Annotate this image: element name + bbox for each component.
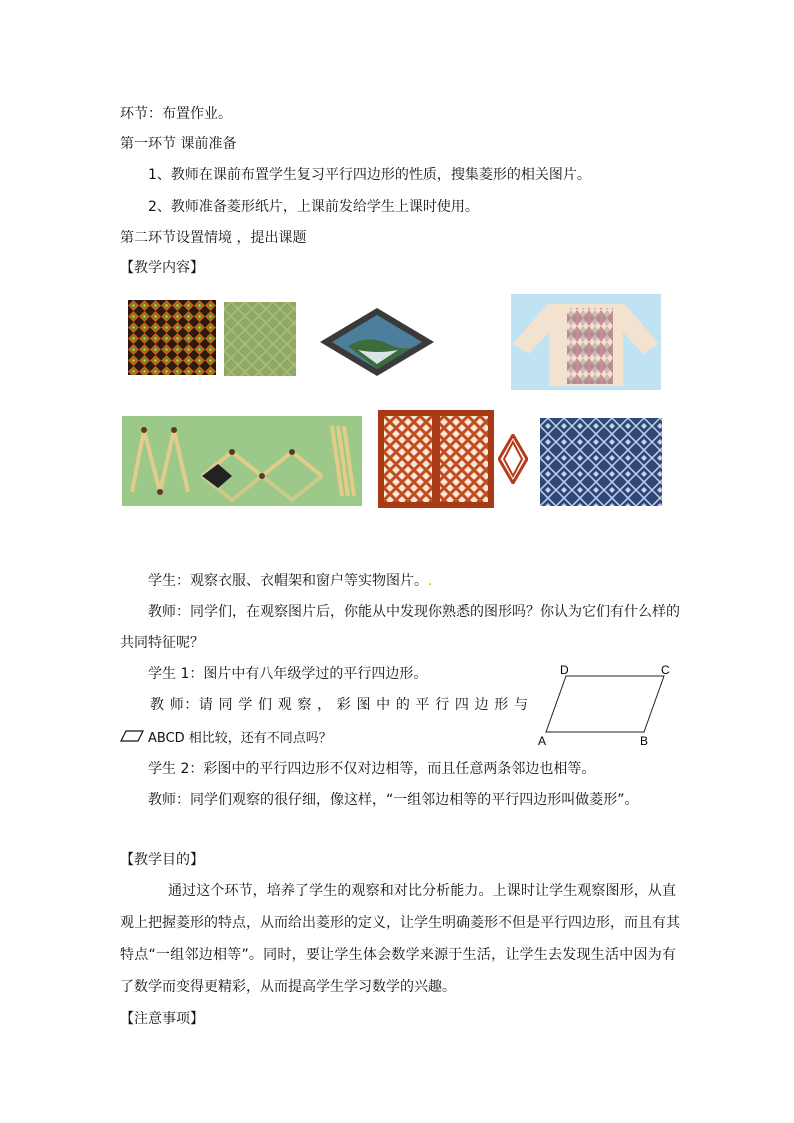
blue-pattern-image xyxy=(540,418,662,506)
tile-pattern-image xyxy=(224,302,296,376)
dialogue-line-2a: 教师：同学们，在观察图片后，你能从中发现你熟悉的图形吗？你认为它们有什么样的 xyxy=(148,604,680,620)
text-line-1: 环节：布置作业。 xyxy=(120,106,232,122)
text-line-3: 1、教师在课前布置学生复习平行四边形的性质，搜集菱形的相关图片。 xyxy=(148,167,591,183)
notes-heading: 【注意事项】 xyxy=(120,1011,204,1027)
dialogue-line-6: 教师：同学们观察的很仔细，像这样，“一组邻边相等的平行四边形叫做菱形”。 xyxy=(148,792,639,808)
dialogue-line-4a: 教 师：请 同 学 们 观 察 ， 彩 图 中 的 平 行 四 边 形 与 xyxy=(150,697,528,713)
orange-dot: . xyxy=(428,573,433,589)
fabric-pattern-image xyxy=(128,300,216,375)
text-line-4: 2、教师准备菱形纸片，上课前发给学生上课时使用。 xyxy=(148,199,479,215)
diamond-frame-painting-image xyxy=(318,306,436,378)
dialogue-line-2b: 共同特征呢？ xyxy=(120,635,204,651)
sweater-image xyxy=(511,294,661,390)
dialogue-line-5: 学生 2：彩图中的平行四边形不仅对边相等，而且任意两条邻边也相等。 xyxy=(148,761,596,777)
parallelogram-abcd-figure xyxy=(534,662,680,748)
purpose-line-2: 观上把握菱形的特点，从而给出菱形的定义，让学生明确菱形不但是平行四边形，而且有其 xyxy=(120,915,680,931)
dialogue-line-4b xyxy=(120,728,332,749)
lattice-window-image xyxy=(378,410,494,508)
section-heading-1: 第一环节 课前准备 xyxy=(120,136,237,152)
vertex-label-b: B xyxy=(640,734,649,748)
dialogue-line-4b-text: ABCD 相比较，还有不同点吗？ xyxy=(148,731,332,746)
dialogue-line-1 xyxy=(148,571,432,591)
dialogue-line-3: 学生 1：图片中有八年级学过的平行四边形。 xyxy=(148,666,428,682)
rhombus-shape-image xyxy=(498,434,528,484)
dialogue-line-1-text: 学生：观察衣服、衣帽架和窗户等实物图片。 xyxy=(148,573,428,589)
section-heading-2: 第二环节设置情境 ，提出课题 xyxy=(120,230,307,246)
content-heading: 【教学内容】 xyxy=(120,260,204,276)
coat-rack-image xyxy=(122,416,362,506)
purpose-line-4: 了数学而变得更精彩，从而提高学生学习数学的兴趣。 xyxy=(120,979,456,995)
vertex-label-c: C xyxy=(661,663,670,677)
purpose-line-3: 特点“一组邻边相等”。同时，要让学生体会数学来源于生活，让学生去发现生活中因为有 xyxy=(120,947,676,963)
vertex-label-a: A xyxy=(538,734,547,748)
vertex-label-d: D xyxy=(560,663,569,677)
purpose-line-1: 通过这个环节，培养了学生的观察和对比分析能力。上课时让学生观察图形，从直 xyxy=(168,883,676,899)
purpose-heading: 【教学目的】 xyxy=(120,852,204,868)
parallelogram-symbol-icon xyxy=(120,728,144,748)
